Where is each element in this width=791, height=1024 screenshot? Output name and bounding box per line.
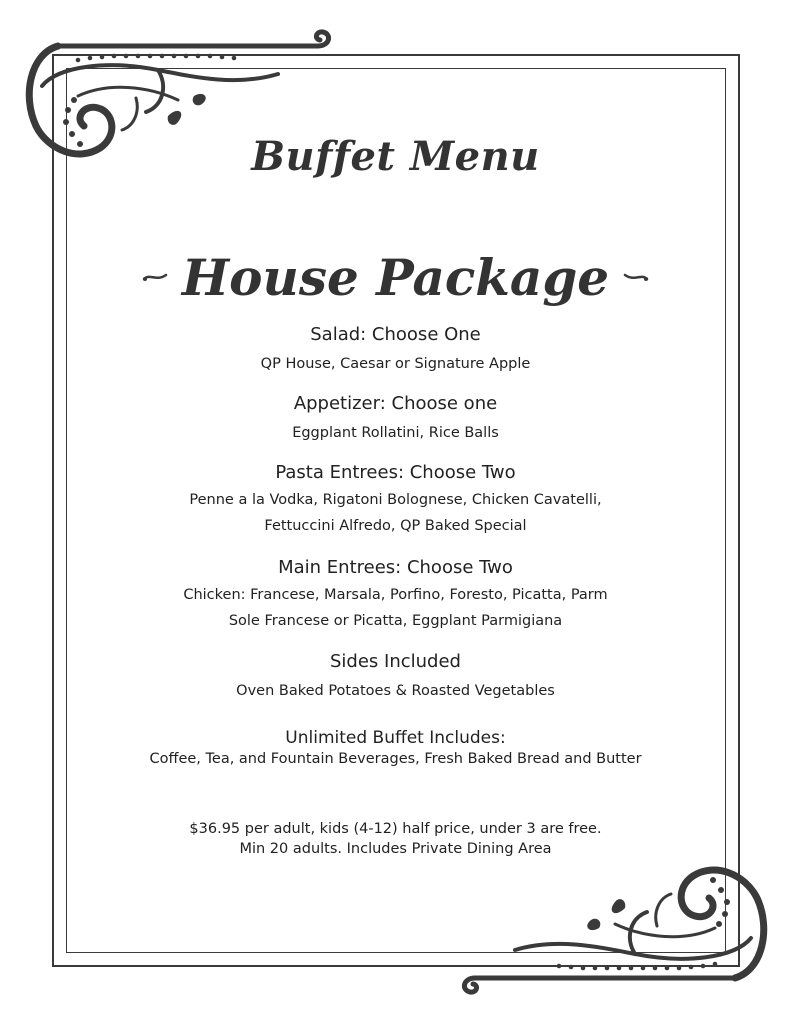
section-heading: Salad: Choose One xyxy=(310,324,481,345)
package-title: House Package xyxy=(181,247,610,307)
pricing-section xyxy=(0,819,791,859)
section-heading: Pasta Entrees: Choose Two xyxy=(275,462,516,483)
section-detail: Chicken: Francese, Marsala, Porfino, Foresto, Picatta, Parm xyxy=(183,587,608,603)
section-detail: Sole Francese or Picatta, Eggplant Parmigiana xyxy=(228,613,563,629)
section-detail: Penne a la Vodka, Rigatoni Bolognese, Chicken Cavatelli, xyxy=(189,492,602,508)
section-detail: Oven Baked Potatoes & Roasted Vegetables xyxy=(236,683,555,699)
section-heading: Unlimited Buffet Includes: xyxy=(285,728,506,748)
package-title-row xyxy=(0,242,791,312)
section-detail: Fettuccini Alfredo, QP Baked Special xyxy=(264,518,527,534)
left-flourish-icon xyxy=(142,270,168,284)
section-heading: Appetizer: Choose one xyxy=(293,393,498,414)
sides-section xyxy=(0,649,791,704)
section-detail: Eggplant Rollatini, Rice Balls xyxy=(292,425,499,441)
unlimited-buffet-section xyxy=(0,727,791,769)
main-entrees-section xyxy=(0,555,791,634)
section-heading: Main Entrees: Choose Two xyxy=(278,557,513,578)
salad-section xyxy=(0,322,791,377)
corner-ornament-bottom-right xyxy=(455,853,775,998)
pasta-section xyxy=(0,460,791,539)
pricing-line: $36.95 per adult, kids (4-12) half price, under 3 are free. xyxy=(189,821,602,837)
section-detail: QP House, Caesar or Signature Apple xyxy=(260,356,531,372)
menu-title: Buffet Menu xyxy=(251,133,540,180)
appetizer-section xyxy=(0,391,791,446)
right-flourish-icon xyxy=(623,270,649,284)
section-heading: Sides Included xyxy=(330,651,461,672)
pricing-line: Min 20 adults. Includes Private Dining Area xyxy=(239,841,552,857)
section-detail: Coffee, Tea, and Fountain Beverages, Fresh Baked Bread and Butter xyxy=(149,751,642,767)
